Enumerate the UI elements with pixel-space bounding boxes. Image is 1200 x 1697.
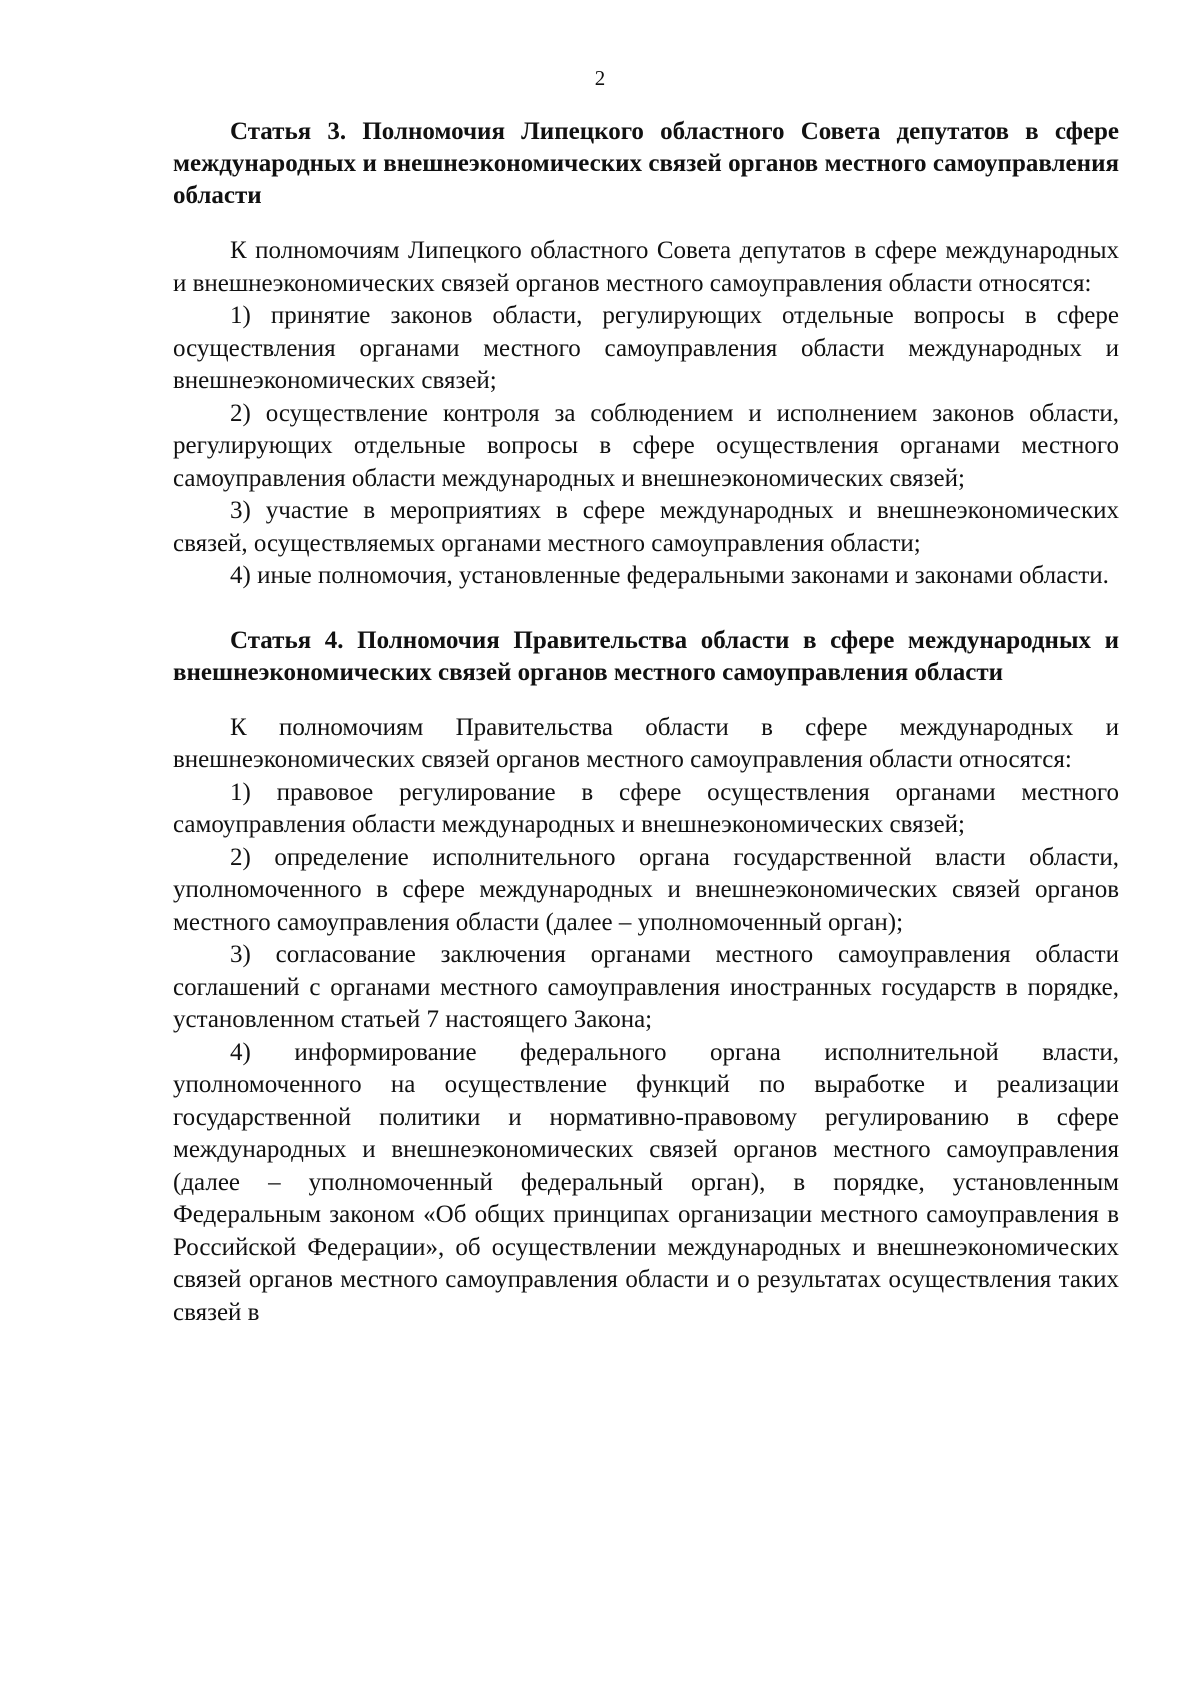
article-4-heading: Статья 4. Полномочия Правительства области в сфере международных и внешнеэкономических связей органов местного самоуправления области: [173, 626, 1119, 686]
article-4-item-1: 1) правовое регулирование в сфере осуществления органами местного самоуправления области международных и внешнеэкономических связей;: [173, 778, 1119, 838]
article-3-item-4: 4) иные полномочия, установленные федеральными законами и законами области.: [230, 562, 1109, 589]
article-4-item-4: 4) информирование федерального органа исполнительной власти, уполномоченного на осуществление функций по выработке и реализации государственной политики и нормативно-правовому регулированию в сфере международных и внешнеэкономических связей органов местного самоуправления (далее – уполномоченный федеральный орган), в порядке, установленным Федеральным законом «Об общих принципах организации местного самоуправления в Российской Федерации», об осуществлении международных и внешнеэкономических связей органов местного самоуправления области и о результатах осуществления таких связей в: [173, 1038, 1119, 1326]
article-4-item-2: 2) определение исполнительного органа государственной власти области, уполномоченного в сфере международных и внешнеэкономических связей органов местного самоуправления области (далее – уполномоченный орган);: [173, 843, 1119, 936]
article-3-item-1: 1) принятие законов области, регулирующих отдельные вопросы в сфере осуществления органами местного самоуправления области международных и внешнеэкономических связей;: [173, 302, 1119, 394]
article-3-item-3: 3) участие в мероприятиях в сфере международных и внешнеэкономических связей, осуществляемых органами местного самоуправления области;: [173, 497, 1119, 557]
article-3-item-2: 2) осуществление контроля за соблюдением и исполнением законов области, регулирующих отдельные вопросы в сфере осуществления органами местного самоуправления области международных и внешнеэкономических связей;: [173, 399, 1119, 492]
article-4-item-3: 3) согласование заключения органами местного самоуправления области соглашений с органами местного самоуправления иностранных государств в порядке, установленном статьей 7 настоящего Закона;: [173, 941, 1119, 1033]
article-3-heading: Статья 3. Полномочия Липецкого областного Совета депутатов в сфере международных и внешнеэкономических связей органов местного самоуправления области: [173, 118, 1119, 209]
document-body: [173, 116, 1119, 1329]
article-3-intro: К полномочиям Липецкого областного Совета депутатов в сфере международных и внешнеэкономических связей органов местного самоуправления области относятся:: [173, 237, 1119, 297]
article-4: [173, 625, 1119, 1330]
page-number: 2: [594, 66, 606, 90]
article-4-intro: К полномочиям Правительства области в сфере международных и внешнеэкономических связей органов местного самоуправления области относятся:: [173, 713, 1119, 773]
article-3: [173, 116, 1119, 593]
